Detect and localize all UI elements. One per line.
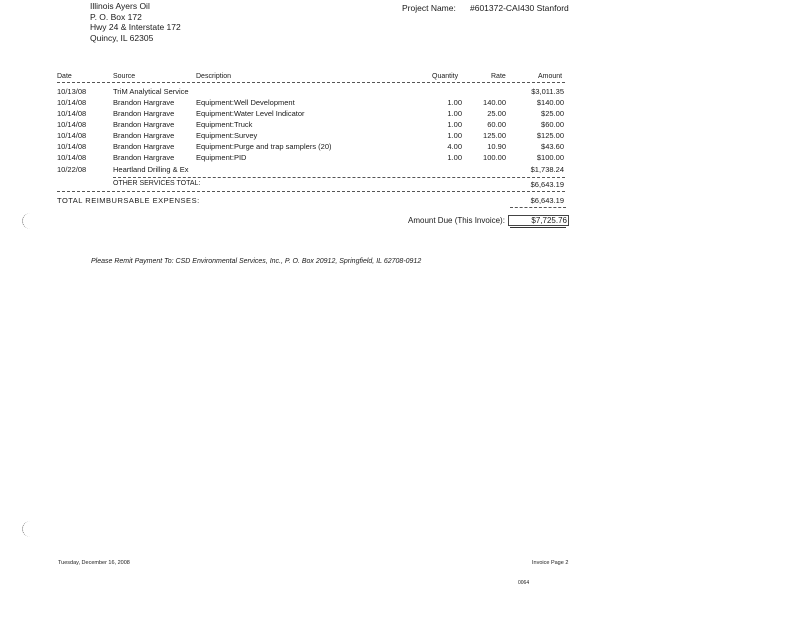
cell-source: Brandon Hargrave bbox=[113, 109, 175, 118]
address-line: P. O. Box 172 bbox=[90, 11, 142, 22]
subtotal-rule bbox=[113, 177, 565, 178]
cell-date: 10/13/08 bbox=[57, 87, 87, 96]
column-header-source: Source bbox=[113, 73, 136, 80]
table-row bbox=[0, 120, 800, 131]
cell-description: Equipment:Well Development bbox=[196, 98, 295, 107]
amount-due-label: Amount Due (This Invoice): bbox=[408, 216, 505, 225]
cell-date: 10/14/08 bbox=[57, 109, 87, 118]
table-row bbox=[0, 153, 800, 164]
cell-rate: 10.90 bbox=[487, 142, 506, 151]
cell-description: Equipment:Survey bbox=[196, 131, 258, 140]
cell-amount: $1,738.24 bbox=[530, 165, 564, 174]
table-row bbox=[0, 98, 800, 109]
total-label: TOTAL REIMBURSABLE EXPENSES: bbox=[57, 196, 200, 205]
billing-address bbox=[90, 1, 181, 43]
table-row bbox=[0, 87, 800, 98]
project-name-value: #601372-CAI430 Stanford bbox=[470, 3, 569, 13]
total-value: $6,643.19 bbox=[530, 196, 564, 205]
cell-quantity: 1.00 bbox=[447, 120, 462, 129]
cell-description: Equipment:Water Level Indicator bbox=[196, 109, 305, 118]
address-line: Hwy 24 & Interstate 172 bbox=[90, 22, 181, 32]
cell-rate: 25.00 bbox=[487, 109, 506, 118]
table-row bbox=[0, 165, 800, 176]
footer-date: Tuesday, December 16, 2008 bbox=[58, 560, 130, 566]
cell-quantity: 1.00 bbox=[447, 109, 462, 118]
cell-description: Equipment:Truck bbox=[196, 120, 253, 129]
cell-quantity: 1.00 bbox=[447, 153, 462, 162]
table-row bbox=[0, 131, 800, 142]
column-header-description: Description bbox=[196, 73, 232, 80]
footer-page: Invoice Page 2 bbox=[532, 560, 569, 566]
cell-rate: 100.00 bbox=[483, 153, 506, 162]
cell-quantity: 4.00 bbox=[447, 142, 462, 151]
cell-amount: $100.00 bbox=[536, 153, 564, 162]
cell-rate: 140.00 bbox=[483, 98, 506, 107]
cell-date: 10/14/08 bbox=[57, 120, 87, 129]
total-underline bbox=[510, 207, 566, 208]
header-rule bbox=[57, 82, 565, 83]
cell-quantity: 1.00 bbox=[447, 98, 462, 107]
cell-amount: $43.60 bbox=[541, 142, 564, 151]
cell-description: Equipment:Purge and trap samplers (20) bbox=[196, 142, 332, 151]
cell-rate: 125.00 bbox=[483, 131, 506, 140]
amount-due-value: $7,725.76 bbox=[508, 215, 569, 226]
remit-instructions: Please Remit Payment To: CSD Environmental Services, Inc., P. O. Box 20912, Springfield, IL 62708-0912 bbox=[91, 258, 422, 265]
cell-amount: $125.00 bbox=[536, 131, 564, 140]
table-row bbox=[0, 109, 800, 120]
address-line: Quincy, IL 62305 bbox=[90, 32, 154, 43]
project-name-label: Project Name: bbox=[402, 3, 456, 13]
page-stamp: 0064 bbox=[518, 580, 530, 586]
table-row bbox=[0, 142, 800, 153]
amount-due-underline bbox=[510, 227, 566, 228]
cell-amount: $60.00 bbox=[541, 120, 564, 129]
subtotal-value: $6,643.19 bbox=[530, 180, 564, 189]
cell-amount: $3,011.35 bbox=[531, 87, 564, 96]
column-header-amount: Amount bbox=[538, 73, 563, 80]
cell-source: Brandon Hargrave bbox=[113, 120, 175, 129]
column-header-rate: Rate bbox=[491, 73, 506, 80]
total-rule bbox=[57, 191, 565, 192]
punch-hole-mark bbox=[22, 521, 37, 537]
address-line: Illinois Ayers Oil bbox=[90, 1, 150, 11]
cell-source: Brandon Hargrave bbox=[113, 153, 175, 162]
cell-description: Equipment:PID bbox=[196, 153, 247, 162]
cell-amount: $25.00 bbox=[541, 109, 564, 118]
cell-date: 10/14/08 bbox=[57, 142, 87, 151]
cell-source: Brandon Hargrave bbox=[113, 142, 175, 151]
cell-source: Heartland Drilling & Ex bbox=[113, 165, 189, 174]
column-header-quantity: Quantity bbox=[432, 73, 459, 80]
cell-quantity: 1.00 bbox=[447, 131, 462, 140]
cell-source: Brandon Hargrave bbox=[113, 98, 175, 107]
cell-date: 10/14/08 bbox=[57, 98, 87, 107]
cell-amount: $140.00 bbox=[536, 98, 564, 107]
cell-date: 10/14/08 bbox=[57, 153, 87, 162]
subtotal-label: OTHER SERVICES TOTAL: bbox=[113, 180, 201, 187]
cell-source: TriM Analytical Service bbox=[113, 87, 189, 96]
cell-date: 10/14/08 bbox=[57, 131, 87, 140]
cell-source: Brandon Hargrave bbox=[113, 131, 175, 140]
punch-hole-mark bbox=[22, 213, 37, 229]
cell-rate: 60.00 bbox=[487, 120, 506, 129]
cell-date: 10/22/08 bbox=[57, 165, 87, 174]
column-header-date: Date bbox=[57, 73, 72, 80]
